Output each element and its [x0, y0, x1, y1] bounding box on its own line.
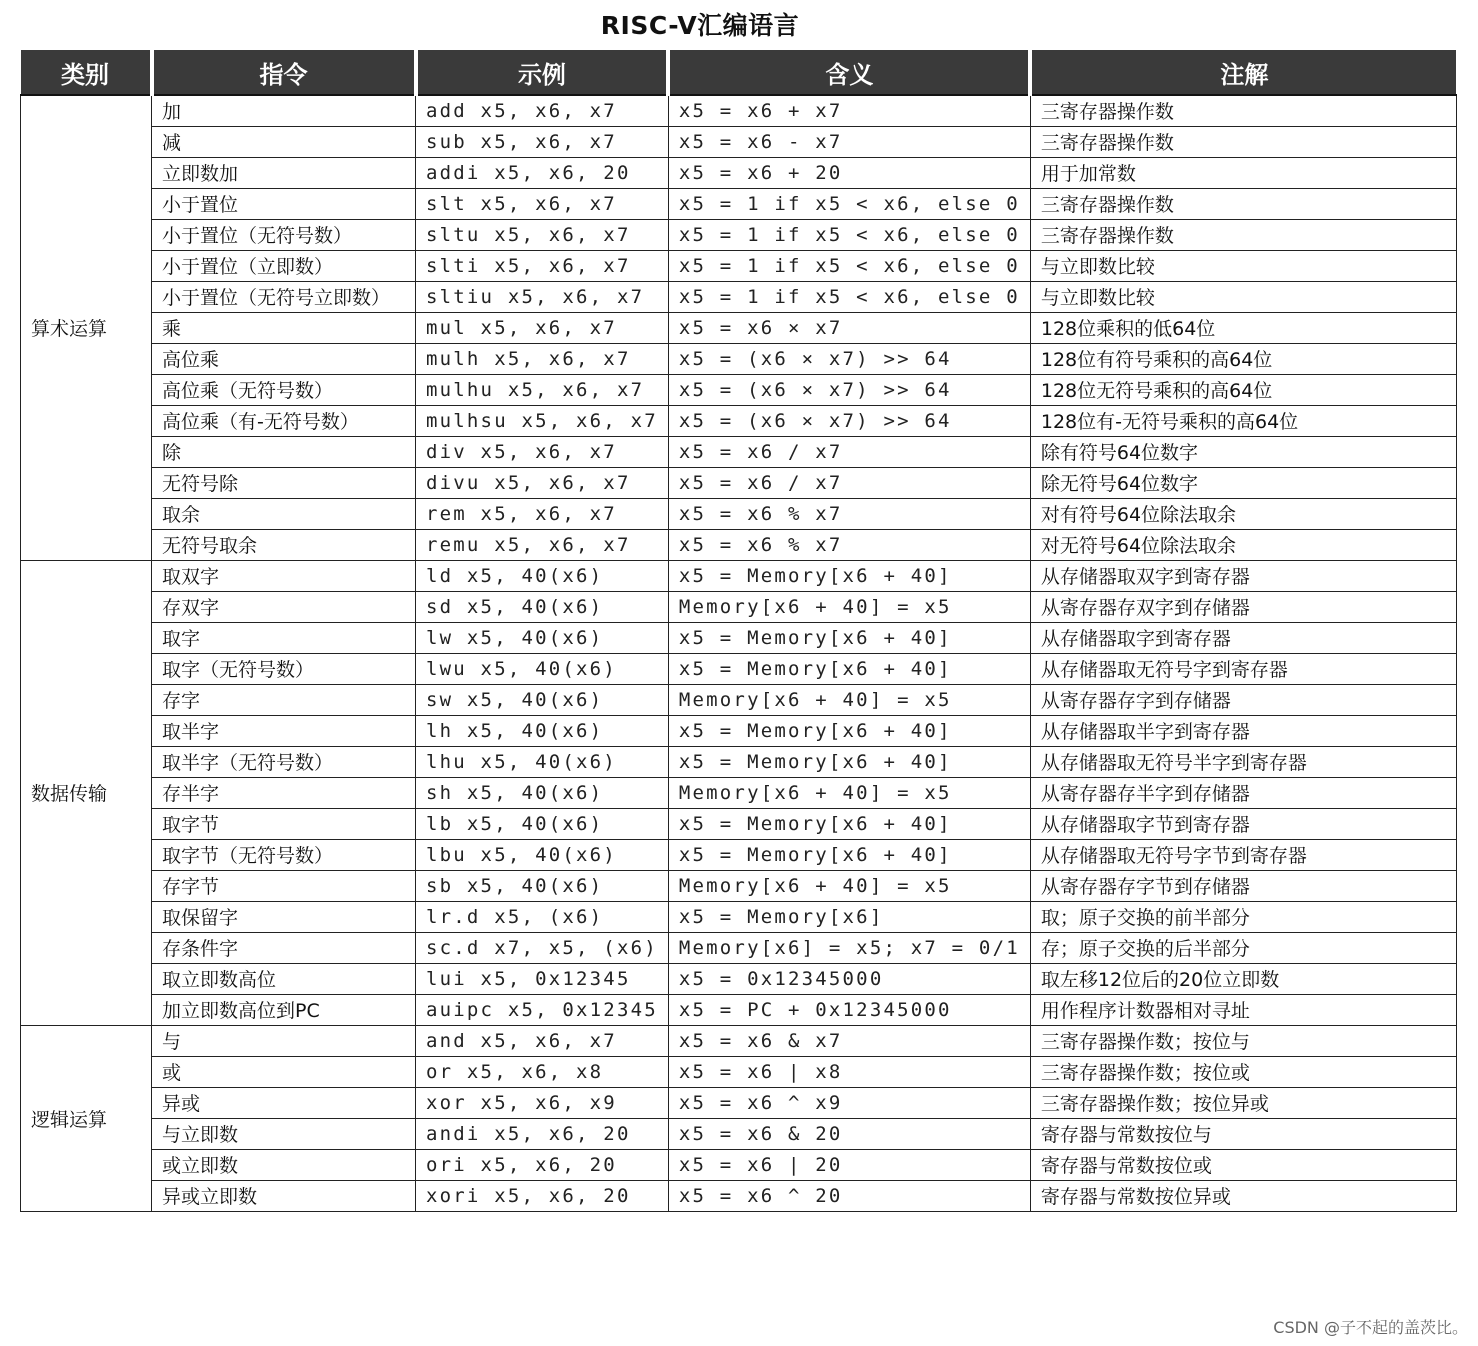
header-note: 注解 [1030, 50, 1456, 95]
table-row [21, 684, 1457, 715]
meaning-cell: x5 = 1 if x5 < x6, else 0 [668, 281, 1030, 312]
table-row [21, 343, 1457, 374]
meaning-cell: x5 = Memory[x6 + 40] [668, 715, 1030, 746]
meaning-cell: x5 = x6 + x7 [668, 95, 1030, 126]
table-row [21, 498, 1457, 529]
category-cell: 算术运算 [21, 95, 152, 560]
instruction-name-cell: 与 [152, 1025, 416, 1056]
instruction-name-cell: 无符号取余 [152, 529, 416, 560]
table-row [21, 529, 1457, 560]
table-row [21, 1180, 1457, 1211]
table-row [21, 622, 1457, 653]
page-title: RISC-V汇编语言 [600, 11, 800, 40]
instruction-name-cell: 与立即数 [152, 1118, 416, 1149]
meaning-cell: x5 = (x6 × x7) >> 64 [668, 374, 1030, 405]
meaning-cell: x5 = x6 & x7 [668, 1025, 1030, 1056]
instruction-name-cell: 取字 [152, 622, 416, 653]
table-row [21, 870, 1457, 901]
example-cell: sw x5, 40(x6) [416, 684, 669, 715]
note-cell: 用于加常数 [1030, 157, 1456, 188]
example-cell: mulhsu x5, x6, x7 [416, 405, 669, 436]
note-cell: 寄存器与常数按位异或 [1030, 1180, 1456, 1211]
table-row [21, 901, 1457, 932]
note-cell: 寄存器与常数按位与 [1030, 1118, 1456, 1149]
table-row [21, 219, 1457, 250]
example-cell: remu x5, x6, x7 [416, 529, 669, 560]
table-row [21, 560, 1457, 591]
note-cell: 对无符号64位除法取余 [1030, 529, 1456, 560]
instruction-name-cell: 异或立即数 [152, 1180, 416, 1211]
table-row [21, 746, 1457, 777]
note-cell: 从存储器取半字到寄存器 [1030, 715, 1456, 746]
table-row [21, 1056, 1457, 1087]
note-cell: 对有符号64位除法取余 [1030, 498, 1456, 529]
meaning-cell: x5 = Memory[x6 + 40] [668, 746, 1030, 777]
note-cell: 三寄存器操作数 [1030, 95, 1456, 126]
instruction-name-cell: 高位乘（有-无符号数） [152, 405, 416, 436]
example-cell: sltiu x5, x6, x7 [416, 281, 669, 312]
table-row [21, 250, 1457, 281]
instruction-name-cell: 减 [152, 126, 416, 157]
meaning-cell: Memory[x6 + 40] = x5 [668, 777, 1030, 808]
header-instruction: 指令 [152, 50, 416, 95]
table-row [21, 1087, 1457, 1118]
example-cell: rem x5, x6, x7 [416, 498, 669, 529]
meaning-cell: Memory[x6 + 40] = x5 [668, 684, 1030, 715]
instruction-name-cell: 立即数加 [152, 157, 416, 188]
example-cell: divu x5, x6, x7 [416, 467, 669, 498]
meaning-cell: x5 = x6 & 20 [668, 1118, 1030, 1149]
note-cell: 从存储器取无符号字到寄存器 [1030, 653, 1456, 684]
example-cell: and x5, x6, x7 [416, 1025, 669, 1056]
table-row [21, 436, 1457, 467]
meaning-cell: x5 = 1 if x5 < x6, else 0 [668, 250, 1030, 281]
instruction-name-cell: 取保留字 [152, 901, 416, 932]
instruction-name-cell: 异或 [152, 1087, 416, 1118]
note-cell: 取左移12位后的20位立即数 [1030, 963, 1456, 994]
table-row [21, 467, 1457, 498]
example-cell: lh x5, 40(x6) [416, 715, 669, 746]
table-row [21, 312, 1457, 343]
instruction-name-cell: 存字 [152, 684, 416, 715]
example-cell: lr.d x5, (x6) [416, 901, 669, 932]
instruction-table [20, 50, 1457, 1212]
note-cell: 取；原子交换的前半部分 [1030, 901, 1456, 932]
example-cell: lui x5, 0x12345 [416, 963, 669, 994]
category-cell: 数据传输 [21, 560, 152, 1025]
table-row [21, 808, 1457, 839]
meaning-cell: x5 = Memory[x6 + 40] [668, 560, 1030, 591]
instruction-name-cell: 取半字（无符号数） [152, 746, 416, 777]
example-cell: add x5, x6, x7 [416, 95, 669, 126]
example-cell: sltu x5, x6, x7 [416, 219, 669, 250]
meaning-cell: x5 = x6 ^ 20 [668, 1180, 1030, 1211]
note-cell: 三寄存器操作数；按位异或 [1030, 1087, 1456, 1118]
meaning-cell: x5 = x6 / x7 [668, 467, 1030, 498]
meaning-cell: x5 = PC + 0x12345000 [668, 994, 1030, 1025]
meaning-cell: Memory[x6] = x5; x7 = 0/1 [668, 932, 1030, 963]
note-cell: 三寄存器操作数；按位或 [1030, 1056, 1456, 1087]
example-cell: sd x5, 40(x6) [416, 591, 669, 622]
example-cell: lbu x5, 40(x6) [416, 839, 669, 870]
example-cell: div x5, x6, x7 [416, 436, 669, 467]
example-cell: addi x5, x6, 20 [416, 157, 669, 188]
instruction-name-cell: 加 [152, 95, 416, 126]
meaning-cell: x5 = x6 × x7 [668, 312, 1030, 343]
note-cell: 三寄存器操作数；按位与 [1030, 1025, 1456, 1056]
note-cell: 从存储器取无符号字节到寄存器 [1030, 839, 1456, 870]
note-cell: 从存储器取无符号半字到寄存器 [1030, 746, 1456, 777]
meaning-cell: x5 = x6 - x7 [668, 126, 1030, 157]
note-cell: 存；原子交换的后半部分 [1030, 932, 1456, 963]
note-cell: 128位乘积的低64位 [1030, 312, 1456, 343]
instruction-name-cell: 小于置位 [152, 188, 416, 219]
instruction-name-cell: 取字节（无符号数） [152, 839, 416, 870]
instruction-name-cell: 乘 [152, 312, 416, 343]
header-category: 类别 [21, 50, 152, 95]
instruction-name-cell: 小于置位（无符号数） [152, 219, 416, 250]
instruction-name-cell: 取字节 [152, 808, 416, 839]
meaning-cell: x5 = (x6 × x7) >> 64 [668, 343, 1030, 374]
table-row [21, 188, 1457, 219]
instruction-name-cell: 存条件字 [152, 932, 416, 963]
meaning-cell: x5 = x6 | x8 [668, 1056, 1030, 1087]
example-cell: mulhu x5, x6, x7 [416, 374, 669, 405]
instruction-name-cell: 除 [152, 436, 416, 467]
example-cell: slt x5, x6, x7 [416, 188, 669, 219]
example-cell: or x5, x6, x8 [416, 1056, 669, 1087]
note-cell: 与立即数比较 [1030, 281, 1456, 312]
table-row [21, 777, 1457, 808]
meaning-cell: Memory[x6 + 40] = x5 [668, 591, 1030, 622]
example-cell: lw x5, 40(x6) [416, 622, 669, 653]
note-cell: 三寄存器操作数 [1030, 188, 1456, 219]
meaning-cell: x5 = Memory[x6] [668, 901, 1030, 932]
table-row [21, 281, 1457, 312]
table-row [21, 157, 1457, 188]
note-cell: 从寄存器存字节到存储器 [1030, 870, 1456, 901]
instruction-name-cell: 或 [152, 1056, 416, 1087]
instruction-name-cell: 取余 [152, 498, 416, 529]
example-cell: ori x5, x6, 20 [416, 1149, 669, 1180]
table-row [21, 374, 1457, 405]
instruction-name-cell: 存半字 [152, 777, 416, 808]
instruction-name-cell: 加立即数高位到PC [152, 994, 416, 1025]
meaning-cell: x5 = x6 % x7 [668, 529, 1030, 560]
example-cell: sh x5, 40(x6) [416, 777, 669, 808]
note-cell: 128位有符号乘积的高64位 [1030, 343, 1456, 374]
note-cell: 寄存器与常数按位或 [1030, 1149, 1456, 1180]
table-body [21, 95, 1457, 1211]
meaning-cell: Memory[x6 + 40] = x5 [668, 870, 1030, 901]
note-cell: 与立即数比较 [1030, 250, 1456, 281]
meaning-cell: x5 = (x6 × x7) >> 64 [668, 405, 1030, 436]
instruction-name-cell: 小于置位（无符号立即数） [152, 281, 416, 312]
meaning-cell: x5 = x6 + 20 [668, 157, 1030, 188]
table-row [21, 839, 1457, 870]
note-cell: 三寄存器操作数 [1030, 219, 1456, 250]
instruction-name-cell: 取立即数高位 [152, 963, 416, 994]
header-meaning: 含义 [668, 50, 1030, 95]
example-cell: ld x5, 40(x6) [416, 560, 669, 591]
example-cell: sub x5, x6, x7 [416, 126, 669, 157]
example-cell: andi x5, x6, 20 [416, 1118, 669, 1149]
meaning-cell: x5 = x6 / x7 [668, 436, 1030, 467]
table-row [21, 95, 1457, 126]
table-row [21, 653, 1457, 684]
note-cell: 128位有-无符号乘积的高64位 [1030, 405, 1456, 436]
note-cell: 128位无符号乘积的高64位 [1030, 374, 1456, 405]
example-cell: auipc x5, 0x12345 [416, 994, 669, 1025]
instruction-name-cell: 或立即数 [152, 1149, 416, 1180]
instruction-name-cell: 取半字 [152, 715, 416, 746]
example-cell: slti x5, x6, x7 [416, 250, 669, 281]
example-cell: lwu x5, 40(x6) [416, 653, 669, 684]
example-cell: xor x5, x6, x9 [416, 1087, 669, 1118]
meaning-cell: x5 = 1 if x5 < x6, else 0 [668, 188, 1030, 219]
table-row [21, 1025, 1457, 1056]
instruction-name-cell: 小于置位（立即数） [152, 250, 416, 281]
note-cell: 从存储器取字节到寄存器 [1030, 808, 1456, 839]
header-example: 示例 [416, 50, 669, 95]
note-cell: 从寄存器存字到存储器 [1030, 684, 1456, 715]
table-row [21, 994, 1457, 1025]
example-cell: xori x5, x6, 20 [416, 1180, 669, 1211]
example-cell: mul x5, x6, x7 [416, 312, 669, 343]
meaning-cell: x5 = 1 if x5 < x6, else 0 [668, 219, 1030, 250]
example-cell: sc.d x7, x5, (x6) [416, 932, 669, 963]
instruction-name-cell: 存字节 [152, 870, 416, 901]
instruction-name-cell: 取字（无符号数） [152, 653, 416, 684]
meaning-cell: x5 = x6 | 20 [668, 1149, 1030, 1180]
instruction-name-cell: 存双字 [152, 591, 416, 622]
instruction-name-cell: 取双字 [152, 560, 416, 591]
instruction-name-cell: 无符号除 [152, 467, 416, 498]
example-cell: lb x5, 40(x6) [416, 808, 669, 839]
note-cell: 从寄存器存半字到存储器 [1030, 777, 1456, 808]
table-row [21, 932, 1457, 963]
meaning-cell: x5 = Memory[x6 + 40] [668, 839, 1030, 870]
note-cell: 从存储器取双字到寄存器 [1030, 560, 1456, 591]
note-cell: 除无符号64位数字 [1030, 467, 1456, 498]
example-cell: sb x5, 40(x6) [416, 870, 669, 901]
watermark: CSDN @子不起的盖茨比。 [1273, 1318, 1468, 1337]
instruction-name-cell: 高位乘 [152, 343, 416, 374]
table-row [21, 405, 1457, 436]
meaning-cell: x5 = Memory[x6 + 40] [668, 653, 1030, 684]
example-cell: lhu x5, 40(x6) [416, 746, 669, 777]
category-cell: 逻辑运算 [21, 1025, 152, 1211]
table-row [21, 1149, 1457, 1180]
header-row [21, 50, 1457, 95]
table-row [21, 126, 1457, 157]
meaning-cell: x5 = x6 % x7 [668, 498, 1030, 529]
meaning-cell: x5 = x6 ^ x9 [668, 1087, 1030, 1118]
table-row [21, 591, 1457, 622]
table-row [21, 1118, 1457, 1149]
note-cell: 从存储器取字到寄存器 [1030, 622, 1456, 653]
note-cell: 从寄存器存双字到存储器 [1030, 591, 1456, 622]
instruction-name-cell: 高位乘（无符号数） [152, 374, 416, 405]
meaning-cell: x5 = 0x12345000 [668, 963, 1030, 994]
note-cell: 三寄存器操作数 [1030, 126, 1456, 157]
table-row [21, 715, 1457, 746]
table-row [21, 963, 1457, 994]
note-cell: 用作程序计数器相对寻址 [1030, 994, 1456, 1025]
note-cell: 除有符号64位数字 [1030, 436, 1456, 467]
meaning-cell: x5 = Memory[x6 + 40] [668, 622, 1030, 653]
example-cell: mulh x5, x6, x7 [416, 343, 669, 374]
meaning-cell: x5 = Memory[x6 + 40] [668, 808, 1030, 839]
